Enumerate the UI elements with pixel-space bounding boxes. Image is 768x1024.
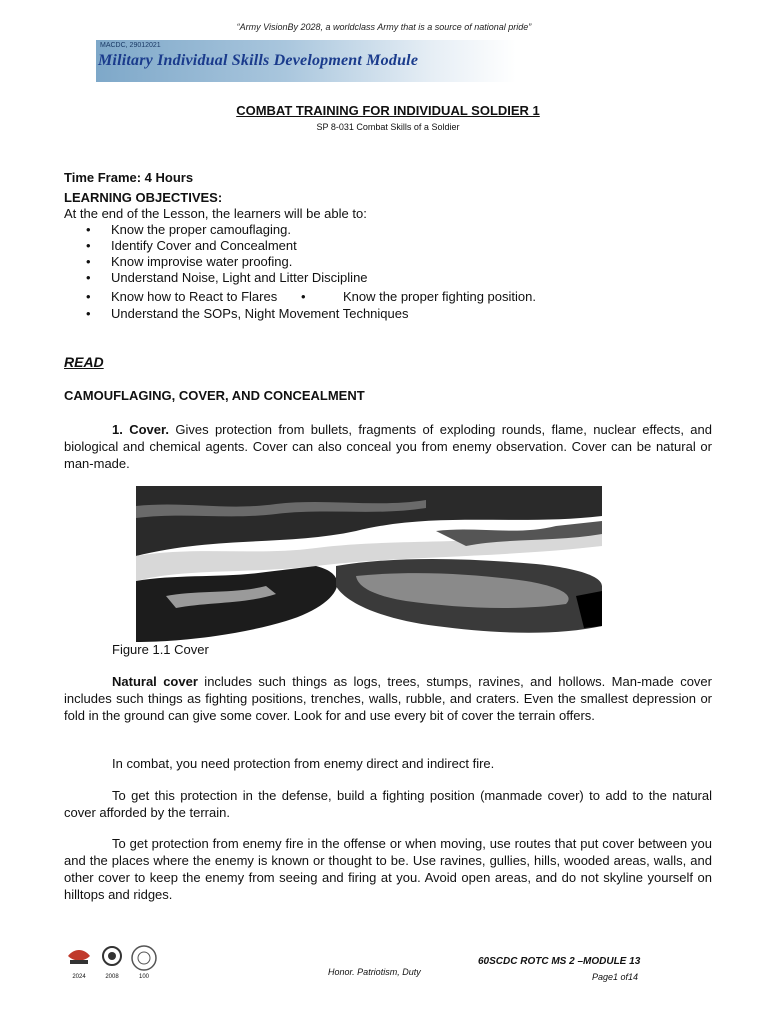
figure-caption: Figure 1.1 Cover [112,642,209,657]
bullet: • [86,306,91,321]
banner-code: MACDC, 29012021 [100,42,161,49]
objective-item: • Understand Noise, Light and Litter Discipline [86,270,368,285]
footer-page-number: Page1 of14 [592,972,639,982]
section-heading: CAMOUFLAGING, COVER, AND CONCEALMENT [64,388,365,403]
cover-figure-image [136,486,602,642]
logo-year-left: 2024 [72,974,86,980]
time-frame: Time Frame: 4 Hours [64,170,194,185]
footer-motto: Honor. Patriotism, Duty [328,967,421,977]
banner-title: Military Individual Skills Development Module [98,52,419,69]
army-vision-header: “Army VisionBy 2028, a worldclass Army that is a source of national pride” [236,22,532,32]
objective-item: • Know how to React to Flares • Know the proper fighting position. [86,289,536,304]
bullet: • [301,289,306,304]
logo-year-right: 100 [138,974,150,980]
natural-cover-paragraph: Natural cover includes such things as logs, trees, stumps, ravines, and hollows. Man-made cover includes such things as fighting positions, trenches, walls, rubble, and craters. Even the smallest depression or fold in the ground can give some cover. Look for and use every bit of cover the terrain offers. [64,674,712,723]
footer-module-label: 60SCDC ROTC MS 2 –MODULE 13 [478,956,641,967]
objectives-intro: At the end of the Lesson, the learners will be able to: [64,206,367,221]
read-heading: READ [64,354,104,370]
bullet: • [86,289,91,304]
bullet: • [86,222,91,237]
bullet: • [86,254,91,269]
logo-right-icon [132,946,156,980]
objectives-heading: LEARNING OBJECTIVES: [64,190,223,205]
cover-paragraph: 1. Cover. Gives protection from bullets, fragments of exploding rounds, flame, nuclear effects, and biological and chemical agents. Cover can also conceal you from enemy observation. Cover can be natural or man-made. [64,422,712,471]
logo-year-center: 2008 [105,974,119,980]
bullet: • [86,238,91,253]
logo-center-icon [103,947,121,980]
document-title: COMBAT TRAINING FOR INDIVIDUAL SOLDIER 1 [236,103,540,118]
objective-item: • Identify Cover and Concealment [86,238,297,253]
bullet: • [86,270,91,285]
document-subtitle: SP 8-031 Combat Skills of a Soldier [316,122,460,132]
objective-item: • Know the proper camouflaging. [86,222,291,237]
offense-paragraph: To get protection from enemy fire in the offense or when moving, use routes that put cover between you and the places where the enemy is known or thought to be. Use ravines, gullies, hills, wooded areas, walls, and other cover to keep the enemy from seeing and firing at you. Avoid open areas, and do not skyline yourself on hilltops and ridges. [64,836,712,902]
defense-paragraph: To get this protection in the defense, build a fighting position (manmade cover) to add to the natural cover afforded by the terrain. [64,788,712,820]
logo-left-icon [68,950,90,980]
objective-item: • Know improvise water proofing. [86,254,293,269]
natural-cover-label: Natural cover [112,674,198,689]
cover-label: 1. Cover. [112,422,169,437]
combat-paragraph: In combat, you need protection from enemy direct and indirect fire. [112,756,495,771]
footer-logos [64,942,160,984]
objective-item: • Understand the SOPs, Night Movement Techniques [86,306,409,321]
